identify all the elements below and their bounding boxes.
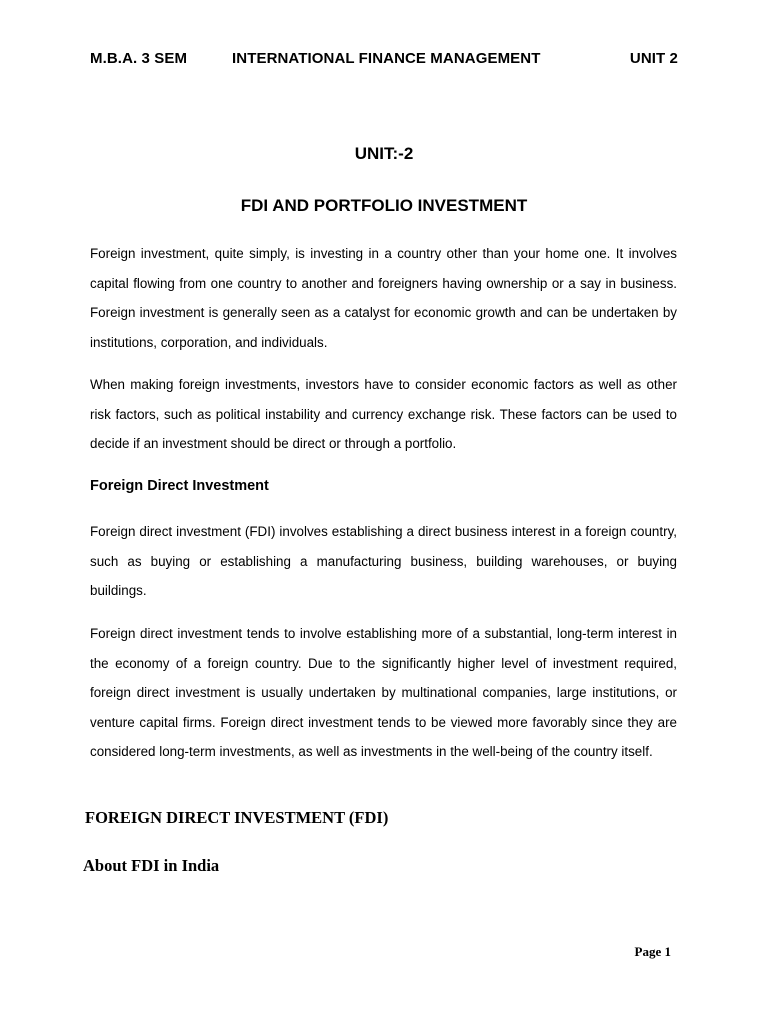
paragraph-intro: Foreign investment, quite simply, is investing in a country other than your home one. It involves capital flowing from one country to another and foreigners having ownership or a say in business. Foreign investment is generally seen as a catalyst for economic growth and can be undertaken by institutions, corporation, and individuals. xyxy=(90,246,677,350)
page-header xyxy=(90,50,678,72)
header-unit: UNIT 2 xyxy=(629,50,678,67)
heading-fdi: FOREIGN DIRECT INVESTMENT (FDI) xyxy=(85,808,389,827)
section-title: FDI AND PORTFOLIO INVESTMENT xyxy=(240,196,528,215)
page-number: Page 1 xyxy=(634,944,671,959)
paragraph-fdi-longterm: Foreign direct investment tends to involve establishing more of a substantial, long-term interest in the economy of a foreign country. Due to the significantly higher level of investment required, foreign direct investment is usually undertaken by multinational companies, large institutions, or venture capital firms. Foreign direct investment tends to be viewed more favorably since they are considered long-term investments, as well as investments in the well-being of the country itself. xyxy=(90,626,677,759)
paragraph-fdi-definition: Foreign direct investment (FDI) involves establishing a direct business interest in a foreign country, such as buying or establishing a manufacturing business, building warehouses, or buying buildings. xyxy=(90,524,677,598)
header-course: M.B.A. 3 SEM xyxy=(90,50,188,67)
unit-title: UNIT:-2 xyxy=(354,144,414,163)
heading-fdi-india: About FDI in India xyxy=(83,856,220,875)
header-subject: INTERNATIONAL FINANCE MANAGEMENT xyxy=(232,50,541,67)
paragraph-considerations: When making foreign investments, investors have to consider economic factors as well as other risk factors, such as political instability and currency exchange risk. These factors can be used to decide if an investment should be direct or through a portfolio. xyxy=(90,377,677,451)
subheading-fdi: Foreign Direct Investment xyxy=(90,478,269,494)
